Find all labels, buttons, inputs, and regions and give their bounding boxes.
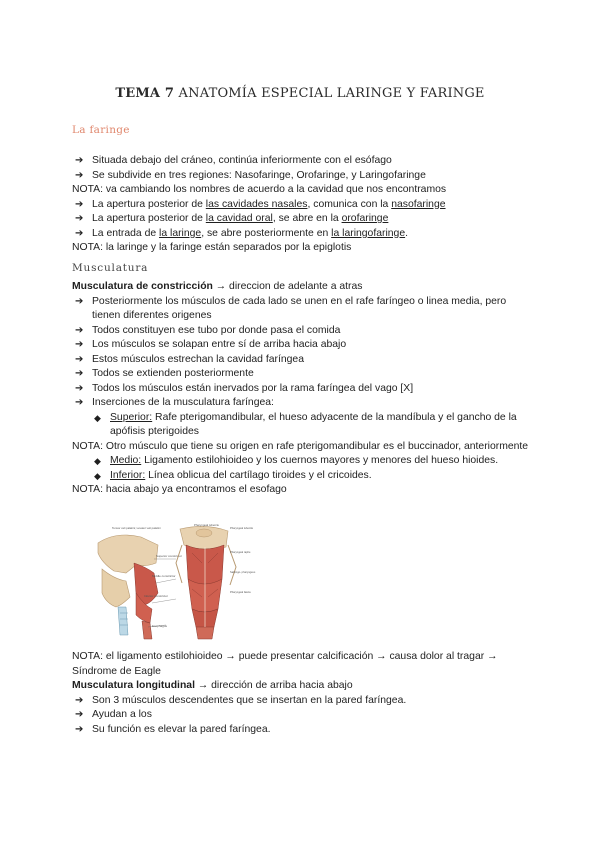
- figure-label-top: Tensor veli palatini; Levator veli palatini: [112, 526, 161, 530]
- pharynx-muscles-figure: [96, 523, 280, 641]
- list-item-inferior: ◆ Inferior: Línea oblicua del cartílago tiroides y el cricoides.: [72, 469, 532, 484]
- list-item: ➔ Todos se extienden posteriormente: [72, 367, 532, 382]
- arrow-right-icon: ➔: [75, 324, 84, 336]
- list-item: ➔ Los músculos se solapan entre sí de arriba hacia abajo: [72, 338, 532, 353]
- figure-label-superior: Superior constrictor: [156, 554, 183, 558]
- longitudinal-block: [72, 650, 532, 737]
- constriccion-block: [72, 280, 532, 498]
- figure-label-tubercle-left: Pharyngeal tubercle: [194, 523, 219, 527]
- list-item: ➔ La entrada de la laringe, se abre posteriormente en la laringofaringe.: [72, 227, 532, 242]
- list-item: ➔ Estos músculos estrechan la cavidad faríngea: [72, 353, 532, 368]
- figure-label-inferior: Inferior constrictor: [144, 594, 169, 598]
- note-text: NOTA: va cambiando los nombres de acuerdo a la cavidad que nos encontramos: [72, 184, 447, 195]
- arrow-right-icon: ➔: [75, 339, 84, 350]
- note-text: NOTA: hacia abajo ya encontramos el esofago: [72, 484, 287, 495]
- note-text: NOTA: el ligamento estilohioideo → puede presentar calcificación → causa dolor al tragar → Síndrome de Eagle: [72, 651, 498, 677]
- arrow-right-icon: ➔: [75, 295, 84, 307]
- arrow-right-icon: ➔: [75, 198, 84, 210]
- title-tema: TEMA 7: [115, 86, 175, 101]
- list-item: ➔ Posteriormente los músculos de cada lado se unen en el rafe faríngeo o linea media, pero tienen diferentes origenes: [75, 295, 507, 321]
- arrow-right-icon: ➔: [75, 353, 84, 365]
- list-item: ➔ La apertura posterior de las cavidades nasales, comunica con la nasofaringe: [72, 198, 532, 213]
- list-item: ➔ Inserciones de la musculatura faríngea:: [72, 396, 532, 411]
- list-item-superior: ◆ Superior: Rafe pterigomandibular, el hueso adyacente de la mandíbula y el gancho de la apófisis pterigoides: [94, 411, 517, 437]
- arrow-right-icon: ➔: [75, 694, 84, 706]
- arrow-right-icon: ➔: [75, 723, 84, 735]
- note-text: NOTA: Otro músculo que tiene su origen en rafe pterigomandibular es el buccinador, anteriormente: [72, 440, 529, 452]
- diamond-icon: ◆: [94, 470, 101, 481]
- figure-label-middle: Middle constrictor: [152, 574, 176, 578]
- posterior-view-illustration: [176, 526, 236, 639]
- list-item-medio: ◆ Medio: Ligamento estilohioideo y los cuernos mayores y menores del hueso hioides.: [72, 454, 532, 469]
- diamond-icon: ◆: [94, 456, 101, 466]
- faringe-list: [72, 154, 532, 256]
- arrow-right-icon: ➔: [75, 155, 84, 166]
- constriccion-heading: Musculatura de constricción → direccion de adelante a atras: [72, 281, 363, 292]
- diamond-icon: ◆: [94, 412, 101, 423]
- list-item: ➔ La apertura posterior de la cavidad oral, se abre en la orofaringe: [72, 212, 532, 227]
- section-heading-musculatura: Musculatura: [72, 262, 149, 274]
- figure-label-tubercle-right: Pharyngeal tubercle: [230, 527, 254, 530]
- note-text: NOTA: la laringe y la faringe están separados por la epiglotis: [72, 242, 352, 253]
- list-item: ➔ Situada debajo del cráneo, continúa inferiormente con el esófago: [72, 154, 532, 169]
- arrow-right-icon: ➔: [75, 709, 84, 720]
- arrow-right-icon: ➔: [75, 382, 84, 394]
- arrow-right-icon: ➔: [75, 397, 84, 408]
- section-heading-faringe: La faringe: [72, 124, 130, 136]
- arrow-right-icon: ➔: [75, 213, 84, 224]
- list-item: ➔ Son 3 músculos descendentes que se insertan en la pared faríngea.: [72, 694, 532, 709]
- figure-label-esophagus: Esophagus: [152, 624, 168, 628]
- figure-label-salpingo: Salpingo- pharyngeus: [230, 571, 256, 574]
- longitudinal-heading: Musculatura longitudinal → dirección de arriba hacia abajo: [72, 680, 353, 691]
- title-rest: ANATOMÍA ESPECIAL LARINGE Y FARINGE: [178, 86, 485, 101]
- list-item: ➔ Ayudan a los: [72, 708, 532, 723]
- arrow-right-icon: ➔: [75, 169, 84, 181]
- figure-label-raphe: Pharyngeal raphe: [230, 551, 251, 554]
- arrow-right-icon: ➔: [75, 368, 84, 379]
- list-item: ➔ Su función es elevar la pared faríngea.: [72, 723, 532, 738]
- list-item: ➔ Se subdivide en tres regiones: Nasofaringe, Orofaringe, y Laringofaringe: [72, 169, 532, 184]
- figure-label-fascia: Pharyngeal fascia: [230, 591, 251, 594]
- list-item: ➔ Todos los músculos están inervados por la rama faríngea del vago [X]: [72, 382, 532, 397]
- page-title: [0, 86, 600, 101]
- arrow-right-icon: ➔: [75, 227, 84, 239]
- list-item: ➔ Todos constituyen ese tubo por donde pasa el comida: [72, 324, 532, 339]
